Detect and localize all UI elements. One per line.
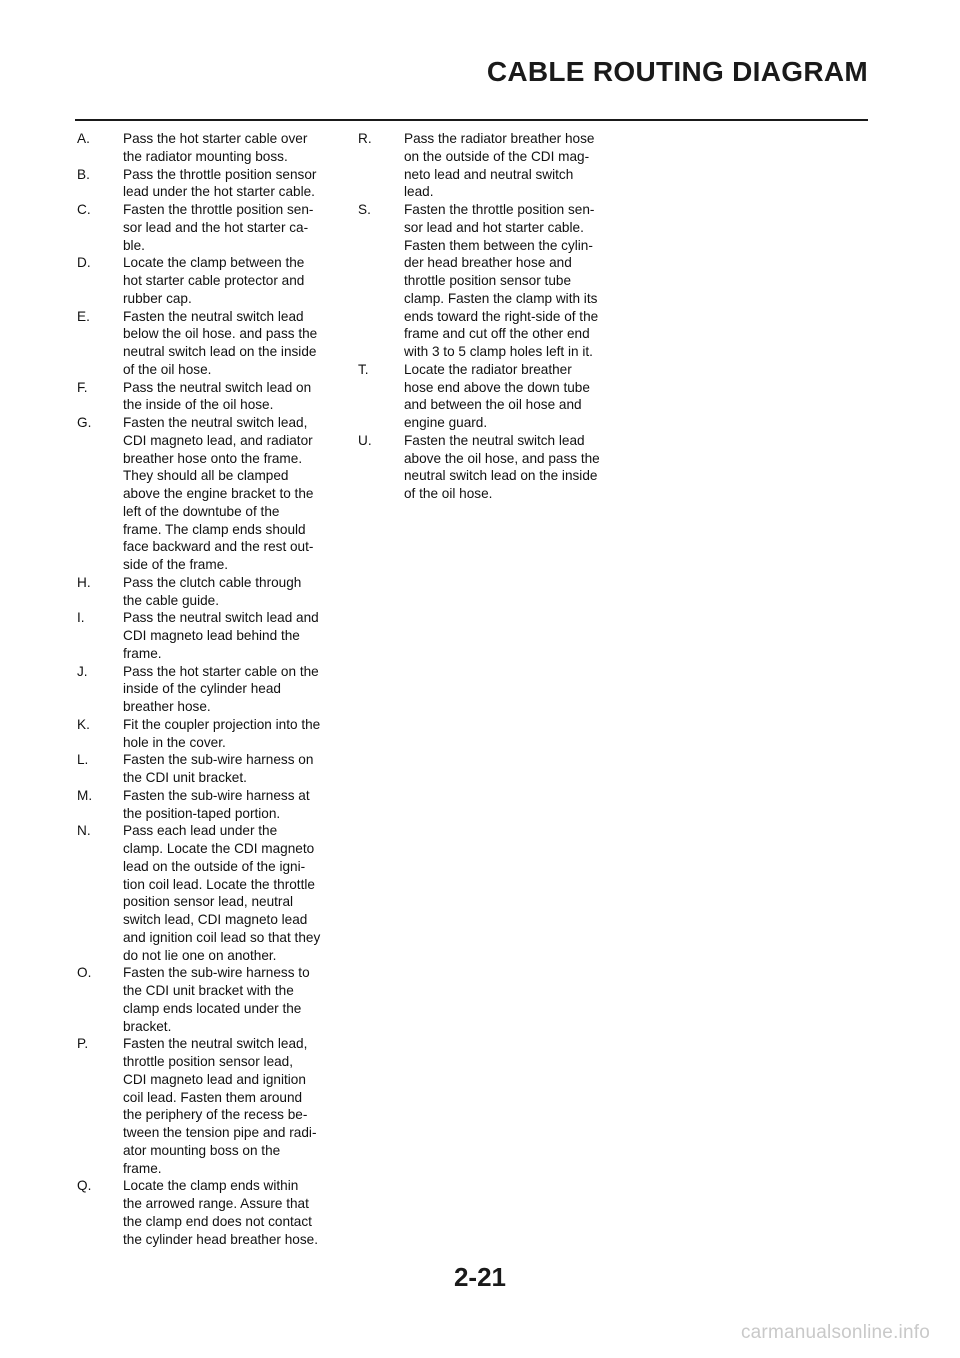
item-text: Fit the coupler projection into the hole in the cover. bbox=[123, 716, 321, 750]
item-text: Locate the clamp ends within the arrowed range. Assure that the clamp end does not contact the cylinder head breather hose. bbox=[123, 1178, 318, 1247]
item-letter: Q. bbox=[77, 1178, 92, 1194]
item-letter: S. bbox=[358, 202, 371, 217]
instruction-item-p bbox=[77, 1035, 337, 1177]
instruction-item-f bbox=[77, 379, 337, 415]
instruction-item-s bbox=[358, 201, 608, 361]
item-letter: H. bbox=[77, 574, 91, 590]
item-text: Pass the hot starter cable on the inside of the cylinder head breather hose. bbox=[123, 663, 319, 714]
instruction-item-e bbox=[77, 308, 337, 379]
item-letter: G. bbox=[77, 415, 92, 430]
item-letter: K. bbox=[77, 716, 90, 732]
instruction-item-i bbox=[77, 609, 337, 662]
item-text: Locate the radiator breather hose end above the down tube and between the oil hose and engine guard. bbox=[404, 361, 590, 430]
item-text: Fasten the throttle position sen- sor lead and hot starter cable. Fasten them between the cylin- der head breather hose and throttle position sensor tube clamp. Fasten the clamp with its ends toward the right-side of the frame and cut off the other end with 3 to 5 clamp holes left in it. bbox=[404, 202, 599, 359]
item-text: Pass the radiator breather hose on the outside of the CDI mag- neto lead and neutral switch lead. bbox=[404, 131, 595, 200]
item-text: Pass the clutch cable through the cable guide. bbox=[123, 574, 302, 608]
item-letter: D. bbox=[77, 255, 91, 271]
item-letter: E. bbox=[77, 308, 90, 324]
item-text: Fasten the neutral switch lead above the oil hose, and pass the neutral switch lead on the inside of the oil hose. bbox=[404, 432, 600, 501]
instruction-item-a bbox=[77, 130, 337, 166]
item-letter: T. bbox=[358, 361, 369, 377]
item-text: Pass each lead under the clamp. Locate the CDI magneto lead on the outside of the igni- tion coil lead. Locate the throttle position sensor lead, neutral switch lead, CDI magneto lead and ignition coil lead so that they do not lie one on another. bbox=[123, 823, 321, 963]
instruction-item-j bbox=[77, 663, 337, 716]
item-letter: L. bbox=[77, 752, 89, 768]
instruction-item-g bbox=[77, 414, 337, 574]
item-letter: C. bbox=[77, 202, 91, 217]
instruction-item-n bbox=[77, 822, 337, 964]
item-text: Fasten the throttle position sen- sor lead and the hot starter ca- ble. bbox=[123, 202, 314, 253]
page-number: 2-21 bbox=[453, 1262, 507, 1292]
title-rule bbox=[75, 119, 868, 121]
item-text: Fasten the sub-wire harness to the CDI unit bracket with the clamp ends located under the bracket. bbox=[123, 965, 310, 1034]
instruction-item-t bbox=[358, 361, 608, 432]
item-letter: M. bbox=[77, 787, 93, 803]
instruction-item-u bbox=[358, 432, 608, 503]
watermark-text: carmanualsonline.info bbox=[740, 1322, 930, 1343]
item-text: Fasten the sub-wire harness at the position-taped portion. bbox=[123, 787, 310, 821]
instruction-item-b bbox=[77, 166, 337, 202]
instruction-item-c bbox=[77, 201, 337, 254]
instruction-item-m bbox=[77, 787, 337, 823]
instruction-item-k bbox=[77, 716, 337, 752]
item-text: Locate the clamp between the hot starter cable protector and rubber cap. bbox=[123, 255, 305, 306]
instructions-left-column bbox=[77, 130, 337, 1248]
item-letter: F. bbox=[77, 379, 88, 395]
instruction-item-h bbox=[77, 574, 337, 610]
item-letter: N. bbox=[77, 823, 91, 839]
item-text: Fasten the neutral switch lead, throttle position sensor lead, CDI magneto lead and ignition coil lead. Fasten them around the periphery of the recess be- tween the tension pipe and radi- ator mounting boss on the frame. bbox=[123, 1036, 317, 1176]
instructions-right-column bbox=[358, 130, 608, 503]
item-text: Pass the neutral switch lead and CDI magneto lead behind the frame. bbox=[123, 610, 319, 661]
item-text: Fasten the neutral switch lead below the oil hose. and pass the neutral switch lead on the inside of the oil hose. bbox=[123, 308, 318, 377]
instruction-item-o bbox=[77, 964, 337, 1035]
item-letter: A. bbox=[77, 131, 90, 146]
item-letter: O. bbox=[77, 965, 92, 981]
instruction-item-q bbox=[77, 1177, 337, 1248]
item-text: Pass the neutral switch lead on the inside of the oil hose. bbox=[123, 379, 312, 413]
page-title: CABLE ROUTING DIAGRAM bbox=[486, 56, 868, 87]
instruction-item-l bbox=[77, 751, 337, 787]
item-text: Fasten the sub-wire harness on the CDI unit bracket. bbox=[123, 752, 314, 785]
instruction-item-r bbox=[358, 130, 608, 201]
item-letter: P. bbox=[77, 1036, 89, 1052]
item-letter: R. bbox=[358, 131, 372, 146]
item-text: Pass the throttle position sensor lead under the hot starter cable. bbox=[123, 166, 317, 200]
item-letter: I. bbox=[77, 610, 85, 626]
item-text: Pass the hot starter cable over the radiator mounting boss. bbox=[123, 131, 308, 164]
item-letter: J. bbox=[77, 663, 88, 679]
item-letter: U. bbox=[358, 432, 372, 448]
item-text: Fasten the neutral switch lead, CDI magneto lead, and radiator breather hose onto the frame. They should all be clamped above the engine bracket to the left of the downtube of the frame. The clamp ends should face backward and the rest out- side of the frame. bbox=[123, 415, 314, 572]
item-letter: B. bbox=[77, 166, 90, 182]
instruction-item-d bbox=[77, 254, 337, 307]
